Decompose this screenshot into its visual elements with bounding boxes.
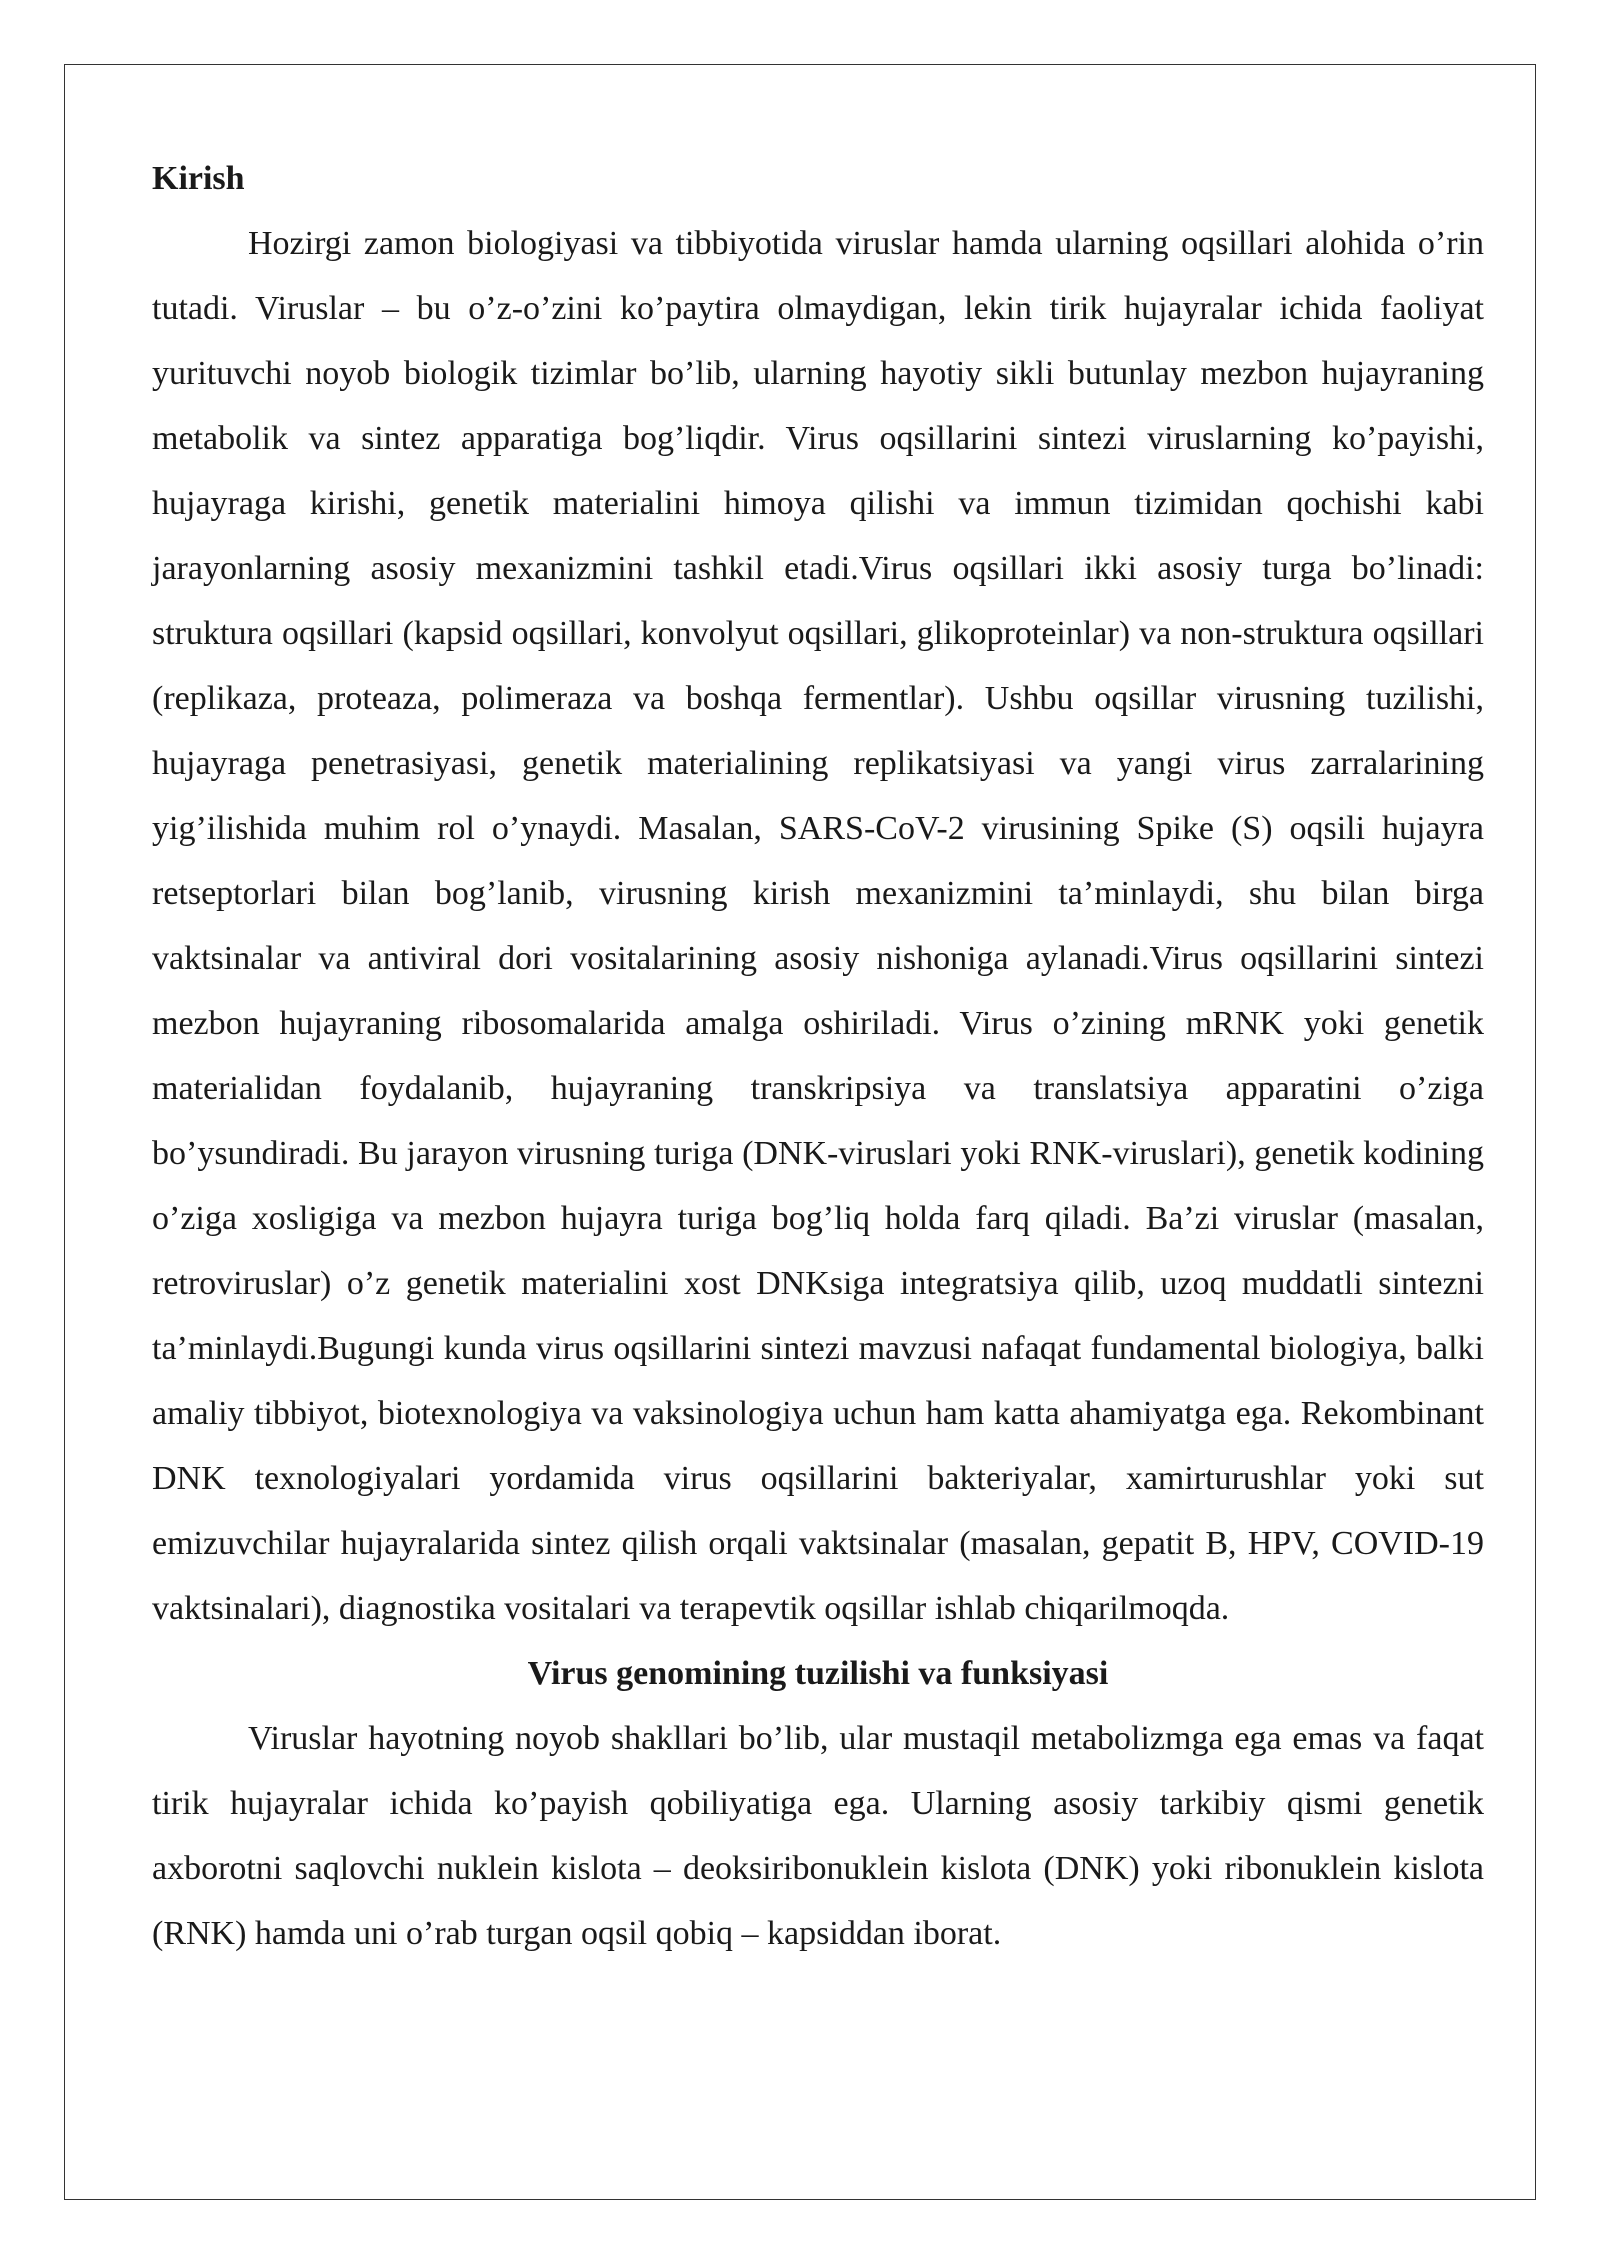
intro-heading: Kirish (152, 160, 245, 197)
intro-paragraph: Hozirgi zamon biologiyasi va tibbiyotida viruslar hamda ularning oqsillari alohida o’rin tutadi. Viruslar – bu o’z-o’zini ko’paytira olmaydigan, lekin tirik hujayralar ichida faoliyat yurituvchi noyob biologik tizimlar bo’lib, ularning hayotiy sikli butunlay mezbon hujayraning metabolik va sintez apparatiga bog’liqdir. Virus oqsillarini sintezi viruslarning ko’payishi, hujayraga kirishi, genetik materialini himoya qilishi va immun tizimidan qochishi kabi jarayonlarning asosiy mexanizmini tashkil etadi.Virus oqsillari ikki asosiy turga bo’linadi: struktura oqsillari (kapsid oqsillari, konvolyut oqsillari, glikoproteinlar) va non-struktura oqsillari (replikaza, proteaza, polimeraza va boshqa fermentlar). Ushbu oqsillar virusning tuzilishi, hujayraga penetrasiyasi, genetik materialining replikatsiyasi va yangi virus zarralarining yig’ilishida muhim rol o’ynaydi. Masalan, SARS-CoV-2 virusining Spike (S) oqsili hujayra retseptorlari bilan bog’lanib, virusning kirish mexanizmini ta’minlaydi, shu bilan birga vaktsinalar va antiviral dori vositalarining asosiy nishoniga aylanadi.Virus oqsillarini sintezi mezbon hujayraning ribosomalarida amalga oshiriladi. Virus o’zining mRNK yoki genetik materialidan foydalanib, hujayraning transkripsiya va translatsiya apparatini o’ziga bo’ysundiradi. Bu jarayon virusning turiga (DNK-viruslari yoki RNK-viruslari), genetik kodining o’ziga xosligiga va mezbon hujayra turiga bog’liq holda farq qiladi. Ba’zi viruslar (masalan, retroviruslar) o’z genetik materialini xost DNKsiga integratsiya qilib, uzoq muddatli sintezni ta’minlaydi.Bugungi kunda virus oqsillarini sintezi mavzusi nafaqat fundamental biologiya, balki amaliy tibbiyot, biotexnologiya va vaksinologiya uchun ham katta ahamiyatga ega. Rekombinant DNK texnologiyalari yordamida virus oqsillarini bakteriyalar, xamirturushlar yoki sut emizuvchilar hujayralarida sintez qilish orqali vaktsinalar (masalan, gepatit B, HPV, COVID-19 vaktsinalari), diagnostika vositalari va terapevtik oqsillar ishlab chiqarilmoqda. (152, 225, 1484, 1627)
document-body (152, 146, 1484, 1966)
section-heading: Virus genomining tuzilishi va funksiyasi (527, 1655, 1109, 1692)
section-paragraph: Viruslar hayotning noyob shakllari bo’lib, ular mustaqil metabolizmga ega emas va faqat tirik hujayralar ichida ko’payish qobiliyatiga ega. Ularning asosiy tarkibiy qismi genetik axborotni saqlovchi nuklein kislota – deoksiribonuklein kislota (DNK) yoki ribonuklein kislota (RNK) hamda uni o’rab turgan oqsil qobiq – kapsiddan iborat. (152, 1720, 1484, 1952)
